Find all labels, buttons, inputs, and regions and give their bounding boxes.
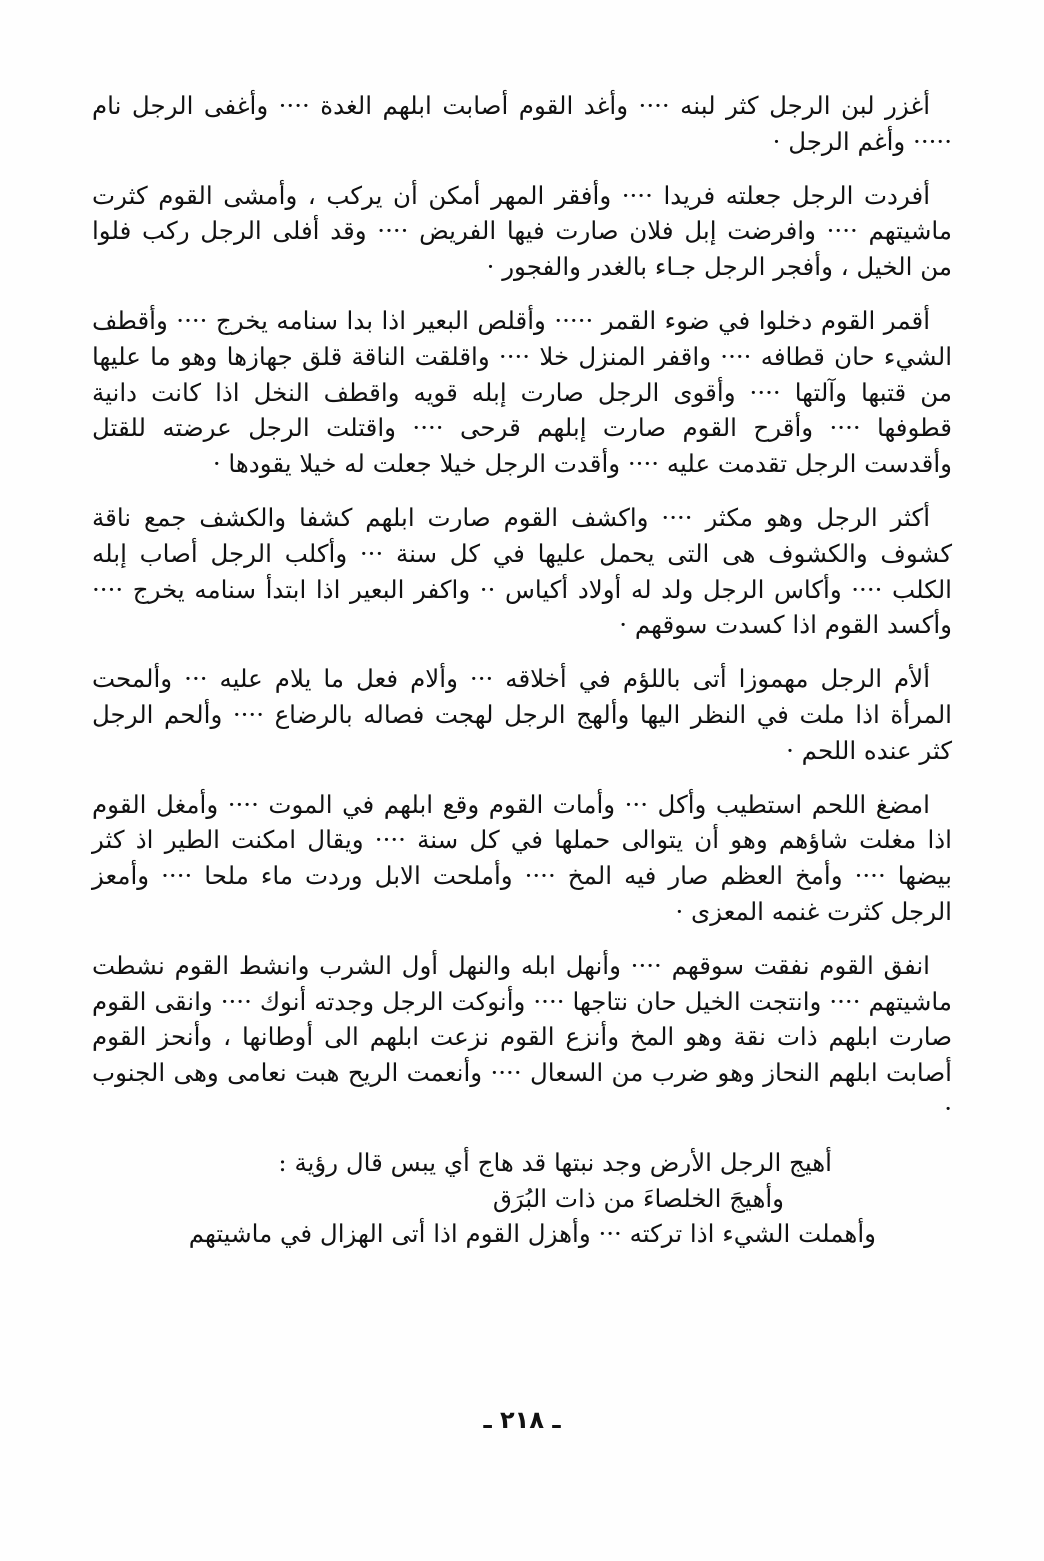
verse-block	[92, 1145, 952, 1252]
page-number: ـ ٢١٨ ـ	[483, 1406, 561, 1434]
paragraph-fa: أفردت الرجل جعلته فريدا ···· وأفقر المهر أمكن أن يركب ، وأمشى القوم كثرت ماشيتهم ···· وافرضت إبل فلان صارت فيها الفريض ···· وقد أفلى الرجل ركب فلوا من الخيل ، وأفجر الرجل جـاء بالغدر والفجور ·	[92, 180, 952, 282]
verse-quote-line: وأهيجَ الخلصاءَ من ذات البُرَق	[492, 1183, 784, 1213]
verse-closing-line: وأهملت الشيء اذا تركته ··· وأهزل القوم اذا أتى الهزال في ماشيتهم	[188, 1219, 876, 1249]
paragraph-nun: انفق القوم نفقت سوقهم ···· وأنهل ابله والنهل أول الشرب وانشط القوم نشطت ماشيتهم ···· وانتجت الخيل حان نتاجها ···· وأنوكت الرجل وجدته أنوك ···· وانقى القوم صارت ابلهم ذات نقة وهو المخ وأنزع القوم نزعت ابلهم الى أوطانها ، وأنحز القوم أصابت ابلهم النحاز وهو ضرب من السعال ···· وأنعمت الريح هبت نعامى وهى الجنوب ·	[92, 950, 952, 1123]
paragraph-ghain: أغزر لبن الرجل كثر لبنه ···· وأغد القوم أصابت ابلهم الغدة ···· وأغفى الرجل نام ····· وأغم الرجل ·	[92, 91, 952, 156]
paragraph-qaf: أقمر القوم دخلوا في ضوء القمر ····· وأقلص البعير اذا بدا سنامه يخرج ···· وأقطف الشيء حان قطافه ···· واقفر المنزل خلا ···· واقلقت الناقة قلق جهازها وهو ما عليها من قتبها وآلتها ···· وأقوى الرجل صارت إبله قويه واقطف النخل اذا كانت دانية قطوفها ···· وأقرح القوم صارت إبلهم قرحى ···· واقتلت الرجل عرضته للقتل وأقدست الرجل تقدمت عليه ···· وأقدت الرجل خيلا جعلت له خيلا يقودها ·	[92, 305, 952, 479]
paragraph-kaf: أكثر الرجل وهو مكثر ···· واكشف القوم صارت ابلهم كشفا والكشف جمع ناقة كشوف والكشوف هى التى يحمل عليها في كل سنة ··· وأكلب الرجل أصاب إبله الكلب ···· وأكاس الرجل ولد له أولاد أكياس ·· واكفر البعير اذا ابتدأ سنامه يخرج ···· وأكسد القوم اذا كسدت سوقهم ·	[92, 502, 952, 640]
paragraph-mim: امضغ اللحم استطيب وأكل ··· وأمات القوم وقع ابلهم في الموت ···· وأمغل القوم اذا مغلت شاؤهم وهو أن يتوالى حملها في كل سنة ···· ويقال امكنت الطير اذ كثر بيضها ···· وأمخ العظم صار فيه المخ ···· وأملحت الابل وردت ماء ملحا ···· وأمعز الرجل كثرت غنمه المعزى ·	[92, 789, 952, 926]
page-body-text	[92, 88, 952, 1252]
paragraph-lam: ألأم الرجل مهموزا أتى باللؤم في أخلاقه ··· وألام فعل ما يلام عليه ··· وألمحت المرأة اذا ملت في النظر اليها وألهج الرجل لهجت فصاله بالرضاع ···· وألحم الرجل كثر عنده اللحم ·	[92, 664, 952, 765]
verse-intro-line: أهيج الرجل الأرض وجد نبتها قد هاج أي يبس قال رؤية :	[278, 1147, 832, 1177]
